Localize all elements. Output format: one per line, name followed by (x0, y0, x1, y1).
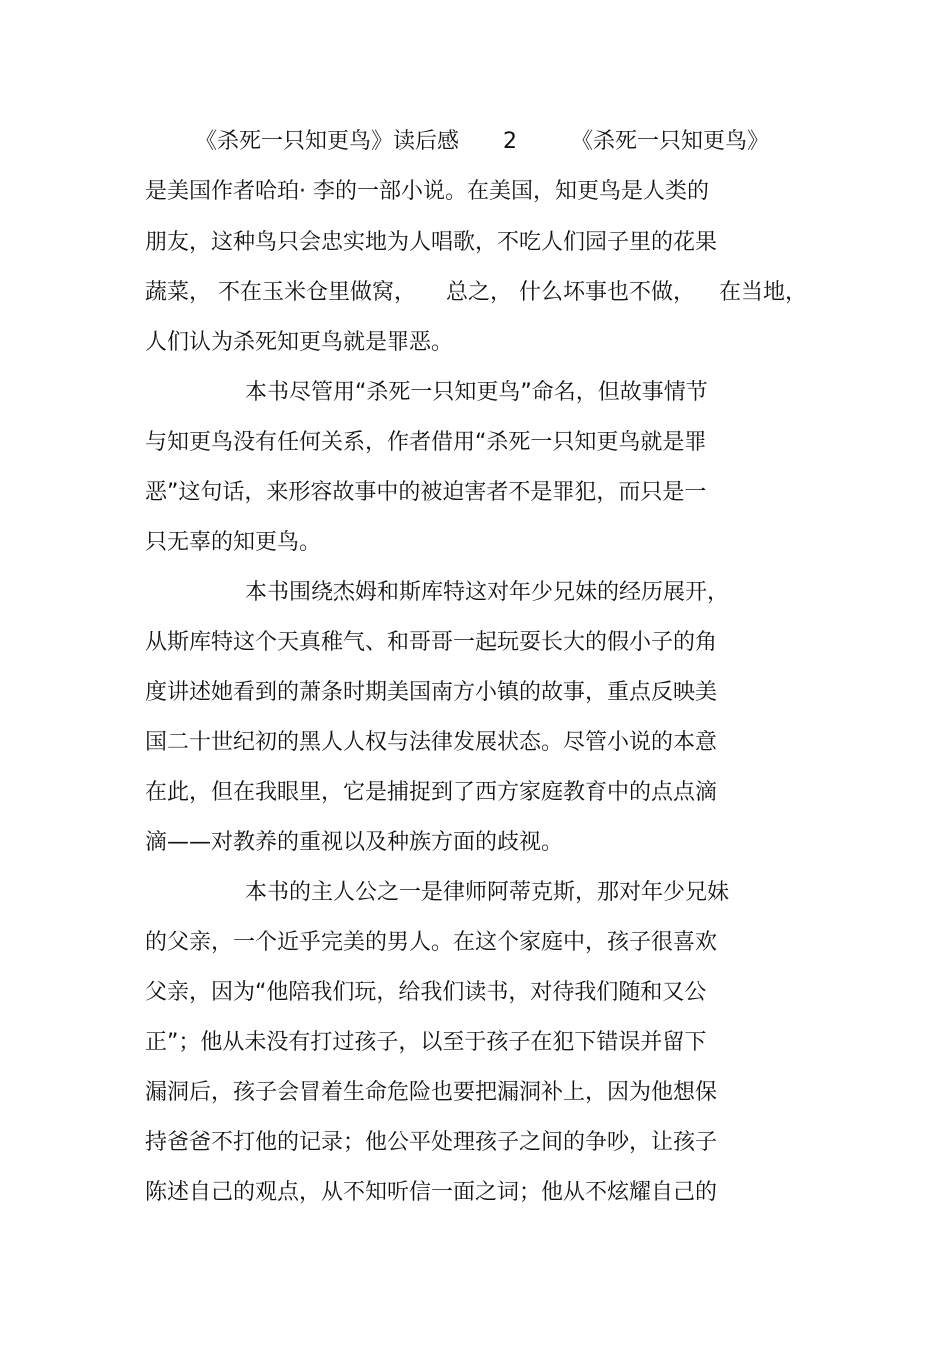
paragraph-line: 人们认为杀死知更鸟就是罪恶。 (145, 330, 454, 355)
paragraph-line: 本书的主人公之一是律师阿蒂克斯，那对年少兄妹 (245, 880, 730, 905)
paragraph-line: 朋友，这种鸟只会忠实地为人唱歌，不吃人们园子里的花果 (145, 230, 718, 255)
title-line (195, 127, 855, 157)
essay-number: 2 (503, 129, 518, 154)
paragraph-line: 滴——对教养的重视以及种族方面的歧视。 (145, 830, 564, 855)
paragraph-line: 持爸爸不打他的记录；他公平处理孩子之间的争吵，让孩子 (145, 1130, 718, 1155)
paragraph-line: 与知更鸟没有任何关系，作者借用“杀死一只知更鸟就是罪 (145, 430, 707, 455)
paragraph-line: 国二十世纪初的黑人人权与法律发展状态。尽管小说的本意 (145, 730, 718, 755)
paragraph-line: 恶”这句话，来形容故事中的被迫害者不是罪犯，而只是一 (145, 480, 707, 505)
paragraph-line: 漏洞后，孩子会冒着生命危险也要把漏洞补上，因为他想保 (145, 1080, 718, 1105)
line-segment: 蔬菜， 不在玉米仓里做窝， (145, 280, 416, 305)
paragraph-line: 正”；他从未没有打过孩子，以至于孩子在犯下错误并留下 (145, 1030, 707, 1055)
essay-title: 《杀死一只知更鸟》读后感 (195, 129, 460, 154)
paragraph-line: 陈述自己的观点，从不知听信一面之词；他从不炫耀自己的 (145, 1180, 718, 1205)
paragraph-line: 本书围绕杰姆和斯库特这对年少兄妹的经历展开， (245, 580, 730, 605)
paragraph-line: 的父亲，一个近乎完美的男人。在这个家庭中，孩子很喜欢 (145, 930, 718, 955)
paragraph-line (145, 278, 808, 308)
paragraph-line: 只无辜的知更鸟。 (145, 530, 322, 555)
paragraph-line: 父亲，因为“他陪我们玩，给我们读书，对待我们随和又公 (145, 980, 707, 1005)
paragraph-line: 在此，但在我眼里，它是捕捉到了西方家庭教育中的点点滴 (145, 780, 718, 805)
paragraph-line: 度讲述她看到的萧条时期美国南方小镇的故事，重点反映美 (145, 680, 718, 705)
paragraph-line: 本书尽管用“杀死一只知更鸟”命名，但故事情节 (245, 380, 708, 405)
line-segment: 总之， 什么坏事也不做， (446, 280, 695, 305)
paragraph-line: 从斯库特这个天真稚气、和哥哥一起玩耍长大的假小子的角 (145, 630, 718, 655)
book-title: 《杀死一只知更鸟》 (571, 129, 770, 154)
paragraph-line: 是美国作者哈珀· 李的一部小说。在美国，知更鸟是人类的 (145, 179, 709, 204)
line-segment: 在当地， (719, 280, 808, 305)
